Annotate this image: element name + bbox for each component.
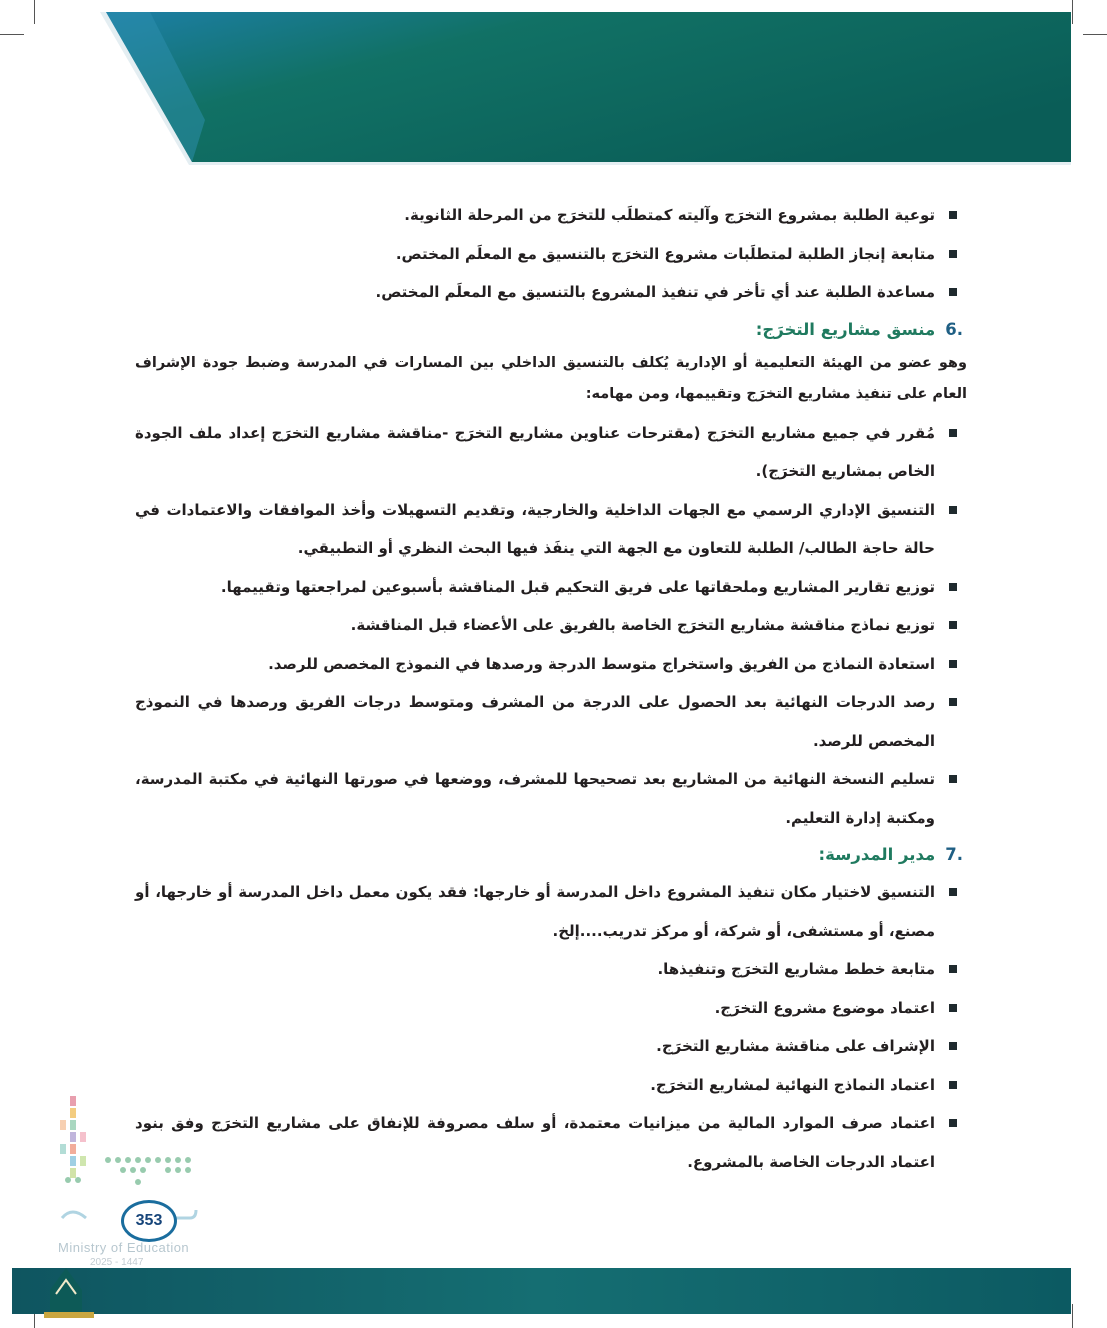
list-item: التنسيق لاختيار مكان تنفيذ المشروع داخل المدرسة أو خارجها: فقد يكون معمل داخل المدرسة أو خارجها، أو مصنع، أو مستشفى، أو شركة، أو مركز تدريب....إلخ. <box>135 873 967 950</box>
ministry-name-en: Ministry of Education <box>58 1240 190 1255</box>
list-item: استعادة النماذج من الفريق واستخراج متوسط الدرجة ورصدها في النموذج المخصص للرصد. <box>135 645 967 684</box>
year-label: 2025 - 1447 <box>90 1257 144 1268</box>
list-item: تسليم النسخة النهائية من المشاريع بعد تصحيحها للمشرف، ووضعها في صورتها النهائية في مكتبة المدرسة، ومكتبة إدارة التعليم. <box>135 760 967 837</box>
list-item: اعتماد صرف الموارد المالية من ميزانيات معتمدة، أو سلف مصروفة للإنفاق على مشاريع التخرَج وفق بنود اعتماد الدرجات الخاصة بالمشروع. <box>135 1104 967 1181</box>
list-item: توزيع نماذج مناقشة مشاريع التخرَج الخاصة بالفريق على الأعضاء قبل المناقشة. <box>135 606 967 645</box>
list-item: الإشراف على مناقشة مشاريع التخرَج. <box>135 1027 967 1066</box>
section-title: منسق مشاريع التخرَج: <box>755 319 936 339</box>
list-item: متابعة إنجاز الطلبة لمتطلَبات مشروع التخرَج بالتنسيق مع المعلَم المختص. <box>135 235 967 274</box>
list-item: اعتماد موضوع مشروع التخرَج. <box>135 989 967 1028</box>
bullet-list-section7 <box>135 873 967 1181</box>
page-number-badge <box>121 1200 177 1242</box>
list-item: رصد الدرجات النهائية بعد الحصول على الدرجة من المشرف ومتوسط درجات الفريق ورصدها في النموذج المخصص للرصد. <box>135 683 967 760</box>
list-item: التنسيق الإداري الرسمي مع الجهات الداخلية والخارجية، وتقديم التسهيلات وأخذ الموافقات والاعتمادات في حالة حاجة الطالب/ الطلبة للتعاون مع الجهة التي ينفَذ فيها البحث النظري أو التطبيقي. <box>135 491 967 568</box>
ministry-logo <box>38 1090 208 1320</box>
page-content <box>135 196 967 1181</box>
list-item: توعية الطلبة بمشروع التخرَج وآليته كمتطلَب للتخرَج من المرحلة الثانوية. <box>135 196 967 235</box>
section-paragraph: وهو عضو من الهيئة التعليمية أو الإدارية يُكلف بالتنسيق الداخلي بين المسارات في المدرسة وضبط جودة الإشراف العام على تنفيذ مشاريع التخرَج وتقييمها، ومن مهامه: <box>135 354 967 402</box>
section-number: .6 <box>945 319 963 339</box>
list-item: متابعة خطط مشاريع التخرَج وتنفيذها. <box>135 950 967 989</box>
bullet-list-section6 <box>135 414 967 838</box>
list-item: توزيع تقارير المشاريع وملحقاتها على فريق التحكيم قبل المناقشة بأسبوعين لمراجعتها وتقييمها. <box>135 568 967 607</box>
bullet-list-top <box>135 196 967 312</box>
section-title: مدير المدرسة: <box>818 845 936 864</box>
page-number: 353 <box>135 1212 163 1229</box>
list-item: مساعدة الطلبة عند أي تأخر في تنفيذ المشروع بالتنسيق مع المعلَم المختص. <box>135 273 967 312</box>
header-banner <box>0 0 1107 170</box>
list-item: مُقرر في جميع مشاريع التخرَج (مقترحات عناوين مشاريع التخرَج -مناقشة مشاريع التخرَج إعداد ملف الجودة الخاص بمشاريع التخرَج). <box>135 414 967 491</box>
section-heading <box>135 837 967 873</box>
section-number: .7 <box>945 845 963 864</box>
section-heading <box>135 312 967 348</box>
list-item: اعتماد النماذج النهائية لمشاريع التخرَج. <box>135 1066 967 1105</box>
